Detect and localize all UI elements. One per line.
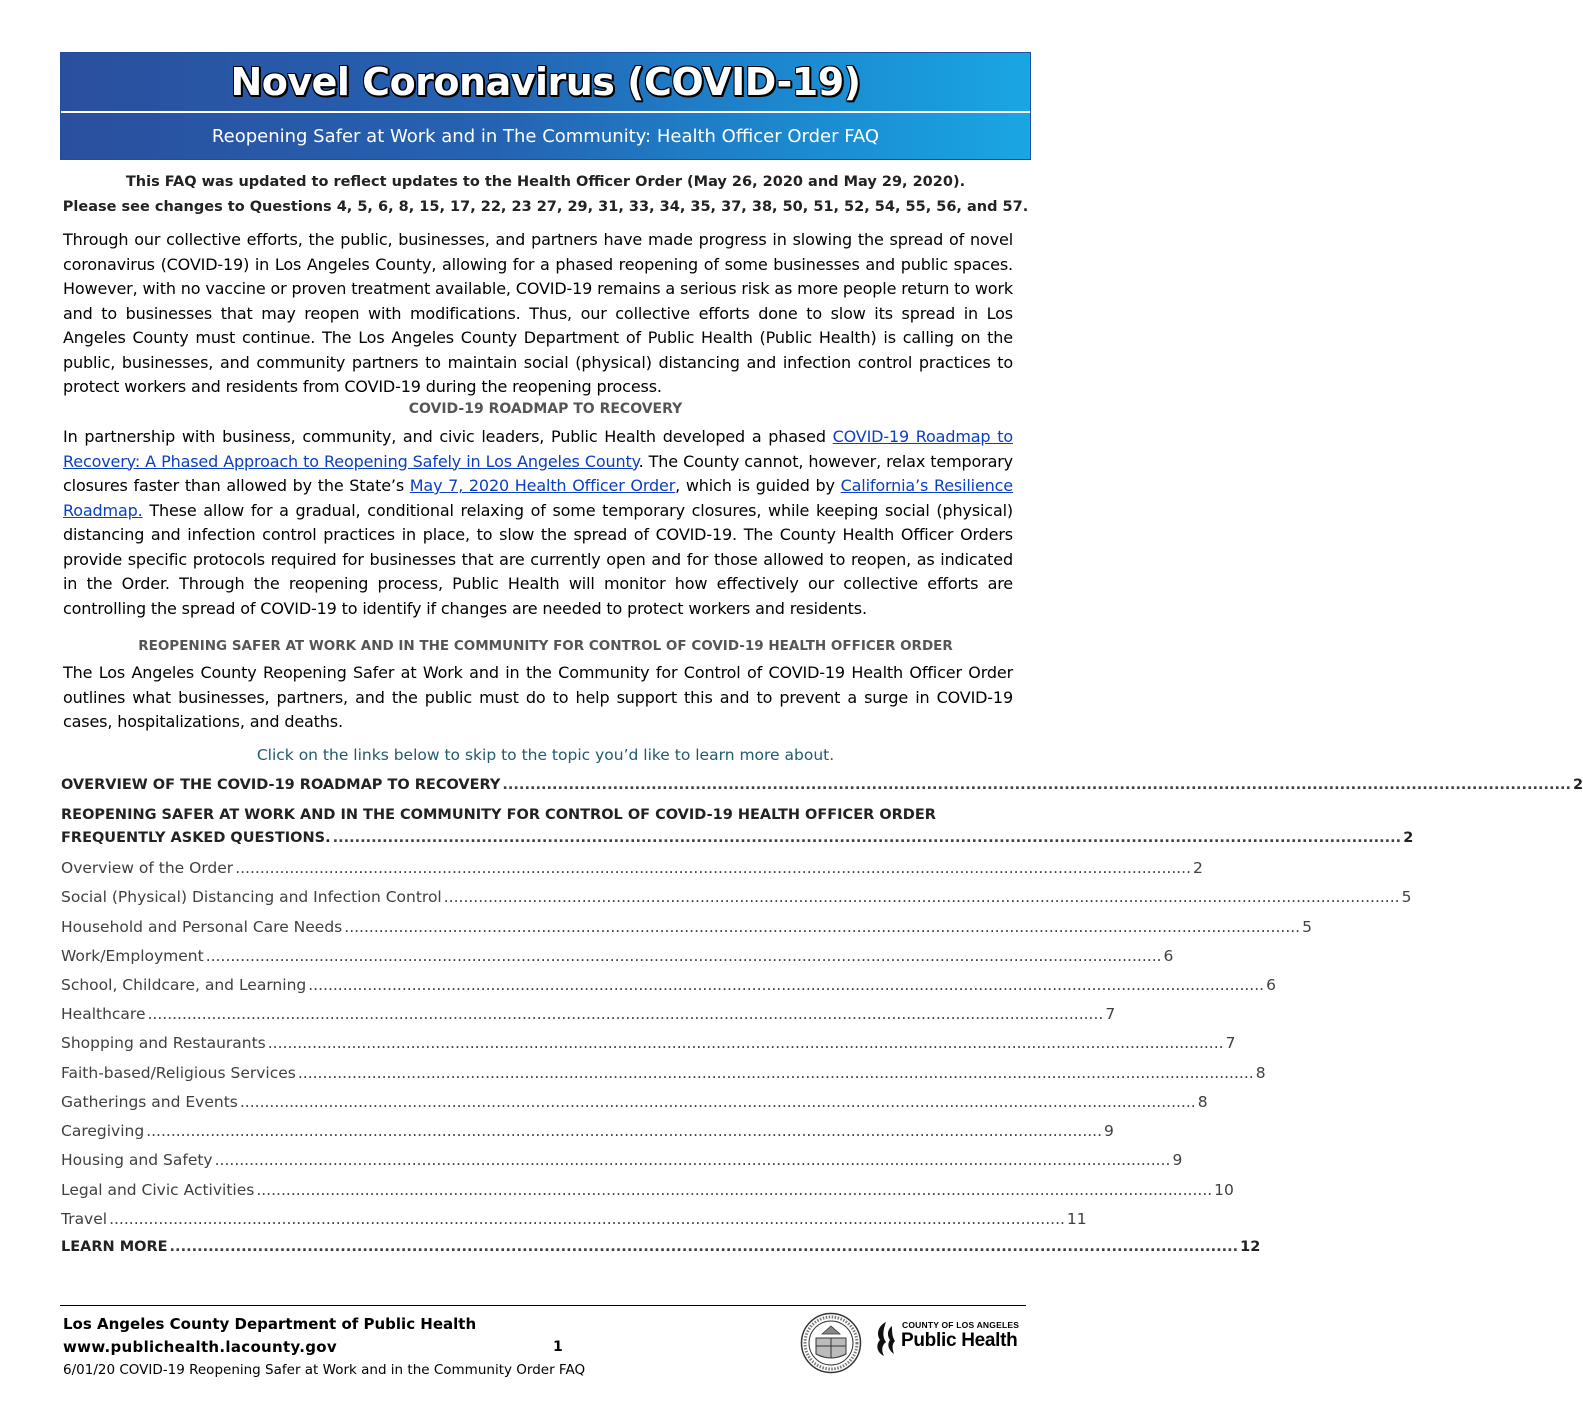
logo-county-text: COUNTY OF LOS ANGELES: [902, 1320, 1020, 1330]
toc-page: 7: [1105, 1005, 1116, 1023]
toc-label: Faith-based/Religious Services: [61, 1064, 296, 1082]
roadmap-heading: COVID-19 ROADMAP TO RECOVERY: [408, 401, 683, 417]
footer-url: www.publichealth.lacounty.gov: [63, 1338, 337, 1356]
toc-page: 2: [1573, 777, 1583, 793]
toc-item-overview-roadmap[interactable]: [61, 777, 1583, 793]
toc-page: 11: [1066, 1210, 1087, 1228]
toc-item-learn-more[interactable]: [61, 1239, 1261, 1255]
document-title: Novel Coronavirus (COVID-19): [230, 60, 861, 104]
toc-page: 9: [1104, 1122, 1114, 1140]
toc-leader: ..................................................................................................................................................................................................: [502, 777, 1572, 793]
toc-leader: ..................................................................................................................................................................................................: [214, 1151, 1171, 1169]
footer-org: Los Angeles County Department of Public Health: [63, 1315, 477, 1333]
toc-item-healthcare[interactable]: [61, 1005, 1116, 1023]
resilience-roadmap-link[interactable]: California’s Resilience Roadmap.: [63, 476, 1013, 520]
toc-leader: ..................................................................................................................................................................................................: [146, 1122, 1103, 1140]
roadmap-text-3: , which is guided by: [675, 476, 841, 495]
update-notice-line1: This FAQ was updated to reflect updates to the Health Officer Order (May 26, 2020 and May 29, 2020).: [125, 174, 966, 190]
toc-item-school-childcare-and-learning[interactable]: [61, 976, 1276, 994]
toc-item-housing-and-safety[interactable]: [61, 1151, 1183, 1169]
toc-leader: ..................................................................................................................................................................................................: [443, 888, 1400, 906]
order-heading: REOPENING SAFER AT WORK AND IN THE COMMUNITY FOR CONTROL OF COVID-19 HEALTH OFFICER ORDER: [138, 638, 953, 654]
roadmap-text-4: These allow for a gradual, conditional relaxing of some temporary closures, while keeping social (physical) distancing and infection control practices in place, to slow the spread of COVID-19. The County Health Officer Orders provide specific protocols required for businesses that are currently open and for those allowed to reopen, as indicated in the Order. Through the reopening process, Public Health will monitor how effectively our collective efforts are controlling the spread of COVID-19 to identify if changes are needed to protect workers and residents.: [63, 500, 1013, 618]
toc-leader: ..................................................................................................................................................................................................: [332, 830, 1402, 846]
footer-doc-line: 6/01/20 COVID-19 Reopening Safer at Work and in the Community Order FAQ: [63, 1362, 586, 1378]
intro-paragraph: Through our collective efforts, the public, businesses, and partners have made progress in slowing the spread of novel coronavirus (COVID-19) in Los Angeles County, allowing for a phased reopening of some businesses and public spaces. However, with no vaccine or proven treatment available, COVID-19 remains a serious risk as more people return to work and to businesses that may reopen with modifications. Thus, our collective efforts done to slow its spread in Los Angeles County must continue. The Los Angeles County Department of Public Health (Public Health) is calling on the public, businesses, and community partners to maintain social (physical) distancing and infection control practices to protect workers and residents from COVID-19 during the reopening process.: [63, 230, 1013, 396]
toc-label: Legal and Civic Activities: [61, 1181, 255, 1199]
toc-label: Housing and Safety: [61, 1151, 213, 1169]
toc-page: 7: [1225, 1034, 1236, 1052]
document-subtitle: Reopening Safer at Work and in The Community: Health Officer Order FAQ: [211, 126, 880, 147]
order-paragraph: The Los Angeles County Reopening Safer at Work and in the Community for Control of COVID-19 Health Officer Order outlines what businesses, partners, and the public must do to help support this and to prevent a surge in COVID-19 cases, hospitalizations, and deaths.: [63, 663, 1013, 731]
toc-page: 6: [1266, 976, 1276, 994]
update-notice: [60, 170, 1031, 220]
toc-item-overview-of-the-order[interactable]: [61, 859, 1203, 877]
public-health-logo-icon: [872, 1316, 1022, 1362]
toc-page: 8: [1255, 1064, 1266, 1082]
toc-item-faith-based-religious-services[interactable]: [61, 1064, 1266, 1082]
toc-label: Caregiving: [61, 1122, 145, 1140]
toc-leader: ..................................................................................................................................................................................................: [235, 859, 1192, 877]
header-banner: [60, 52, 1031, 160]
toc-leader: ..................................................................................................................................................................................................: [308, 976, 1265, 994]
toc-item-gatherings-and-events[interactable]: [61, 1093, 1208, 1111]
toc-page: 2: [1403, 830, 1414, 846]
toc-label: OVERVIEW OF THE COVID-19 ROADMAP TO RECOVERY: [61, 777, 501, 793]
toc-label: Shopping and Restaurants: [61, 1034, 266, 1052]
toc-label: Healthcare: [61, 1005, 146, 1023]
toc-page: 8: [1197, 1093, 1208, 1111]
toc-item-caregiving[interactable]: [61, 1122, 1114, 1140]
toc-label: School, Childcare, and Learning: [61, 976, 307, 994]
toc-item-travel[interactable]: [61, 1210, 1087, 1228]
toc-label: Overview of the Order: [61, 859, 234, 877]
toc-leader: ..................................................................................................................................................................................................: [267, 1034, 1224, 1052]
footer-divider: [60, 1305, 1026, 1306]
logo-public-health-text: Public Health: [901, 1330, 1018, 1351]
toc-item-legal-and-civic-activities[interactable]: [61, 1181, 1234, 1199]
roadmap-recovery-link[interactable]: COVID-19 Roadmap to Recovery: A Phased Approach to Reopening Safely in Los Angeles County: [63, 427, 1013, 471]
toc-label: Work/Employment: [61, 947, 204, 965]
toc-leader: ..................................................................................................................................................................................................: [297, 1064, 1254, 1082]
roadmap-text-2: . The County cannot, however, relax temporary closures faster than allowed by the State’s: [63, 451, 1013, 495]
roadmap-text-1: In partnership with business, community, and civic leaders, Public Health developed a phased: [63, 427, 833, 446]
toc-page: 2: [1193, 859, 1203, 877]
state-health-order-link[interactable]: May 7, 2020 Health Officer Order: [409, 476, 676, 495]
toc-leader: ..................................................................................................................................................................................................: [147, 1005, 1104, 1023]
skip-note: Click on the links below to skip to the topic you’d like to learn more about.: [256, 746, 835, 764]
toc-page: 6: [1163, 947, 1174, 965]
toc-page: 5: [1302, 918, 1312, 936]
toc-leader: ..................................................................................................................................................................................................: [239, 1093, 1196, 1111]
toc-label: Gatherings and Events: [61, 1093, 238, 1111]
toc-page: 10: [1214, 1181, 1234, 1199]
toc-faq-heading-line1: REOPENING SAFER AT WORK AND IN THE COMMUNITY FOR CONTROL OF COVID-19 HEALTH OFFICER ORDER: [61, 807, 936, 823]
toc-label: Travel: [61, 1210, 108, 1228]
toc-page: 12: [1240, 1239, 1261, 1255]
county-seal-icon: [800, 1312, 862, 1374]
toc-label: FREQUENTLY ASKED QUESTIONS.: [61, 830, 331, 846]
toc-leader: ..................................................................................................................................................................................................: [205, 947, 1162, 965]
toc-page: 9: [1172, 1151, 1183, 1169]
toc-item-faq[interactable]: [61, 830, 1414, 846]
toc-item-work-employment[interactable]: [61, 947, 1174, 965]
update-notice-line2: Please see changes to Questions 4, 5, 6, 8, 15, 17, 22, 23 27, 29, 31, 33, 34, 35, 37, 38, 50, 51, 52, 54, 55, 56, and 57.: [62, 199, 1029, 215]
toc-leader: ..................................................................................................................................................................................................: [344, 918, 1301, 936]
toc-label: LEARN MORE: [61, 1239, 168, 1255]
page-number: 1: [553, 1339, 563, 1355]
toc-leader: ..................................................................................................................................................................................................: [109, 1210, 1065, 1228]
toc-page: 5: [1401, 888, 1412, 906]
toc-item-household-and-personal-care-needs[interactable]: [61, 918, 1312, 936]
toc-leader: ..................................................................................................................................................................................................: [169, 1239, 1239, 1255]
toc-label: Household and Personal Care Needs: [61, 918, 343, 936]
public-health-emblem-icon: [872, 1320, 898, 1358]
roadmap-paragraph: [63, 425, 1013, 621]
toc-leader: ..................................................................................................................................................................................................: [256, 1181, 1213, 1199]
toc-label: Social (Physical) Distancing and Infection Control: [61, 888, 442, 906]
toc-item-social-physical-distancing-and-infection-control[interactable]: [61, 888, 1412, 906]
toc-item-shopping-and-restaurants[interactable]: [61, 1034, 1236, 1052]
